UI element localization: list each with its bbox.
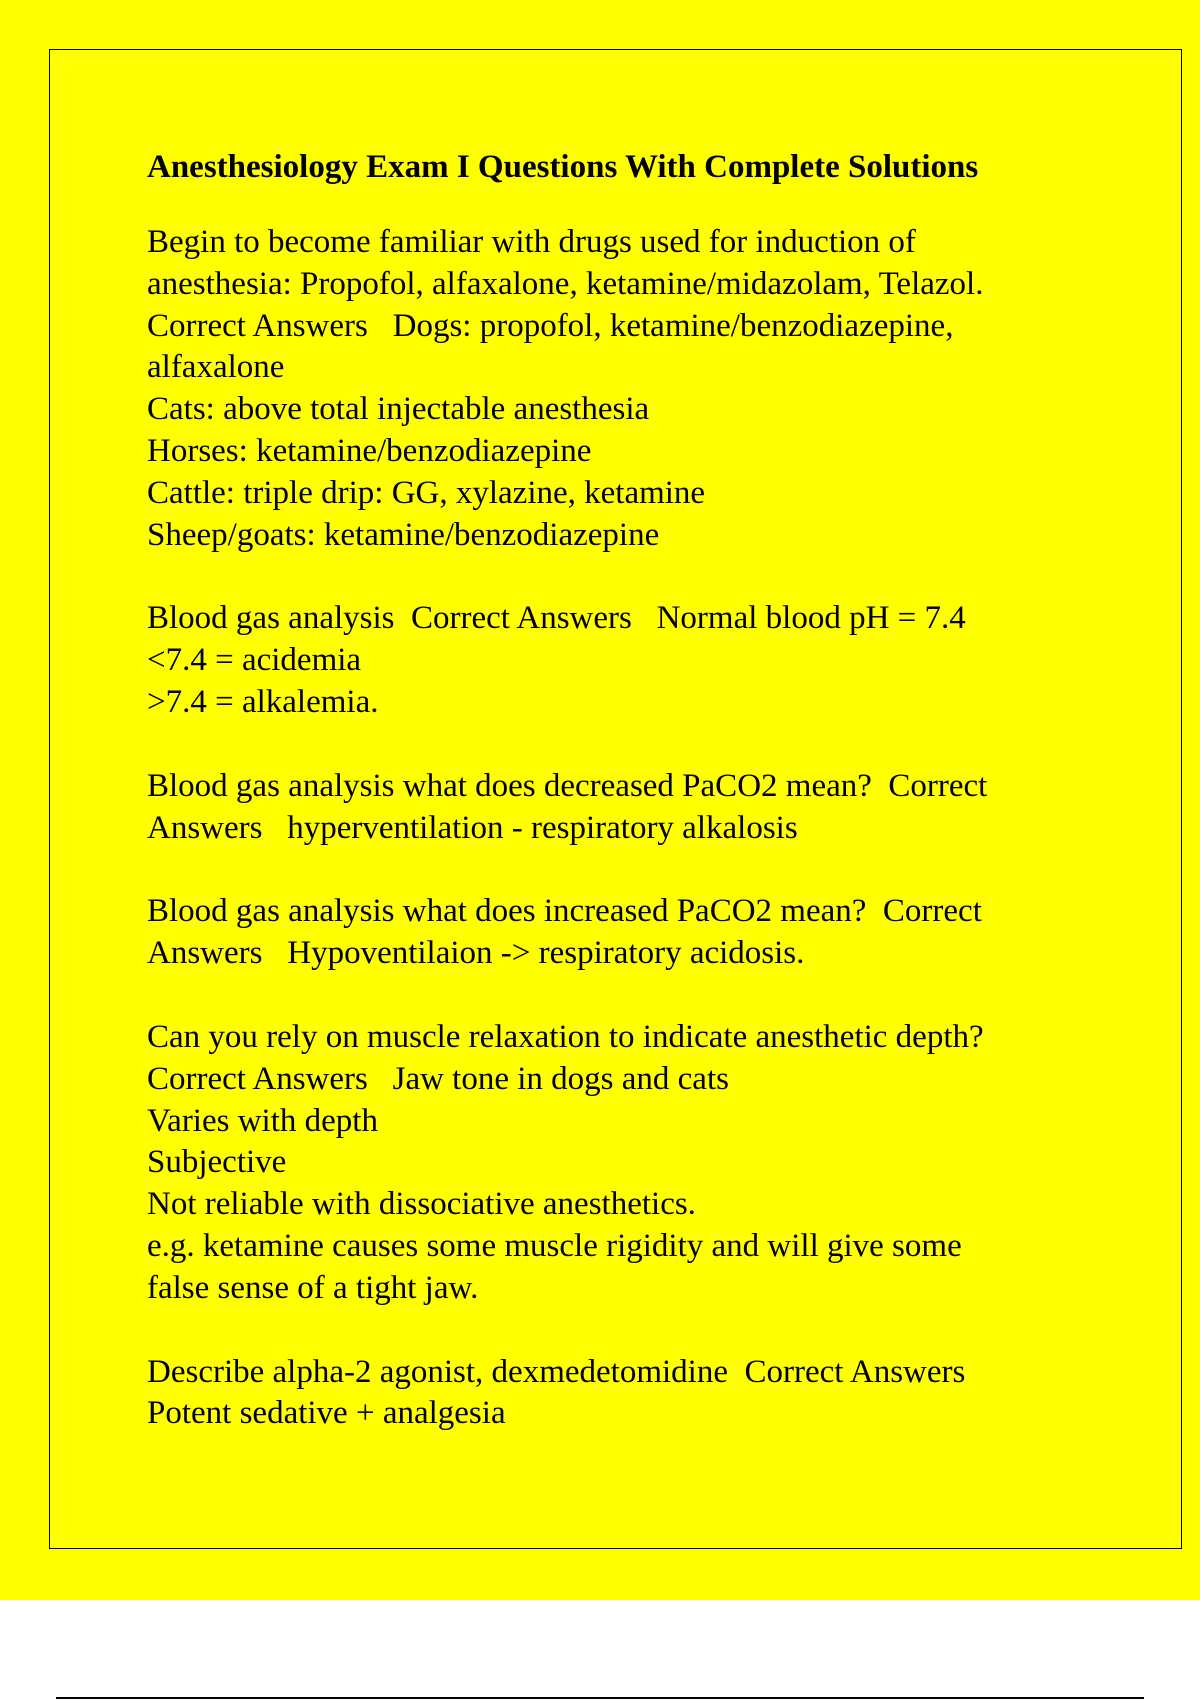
text-line: e.g. ketamine causes some muscle rigidity and will give some bbox=[147, 1227, 962, 1264]
text-line: Not reliable with dissociative anesthetics. bbox=[147, 1186, 696, 1223]
qa-block-muscle-relaxation bbox=[147, 1017, 1107, 1310]
text-line: Cattle: triple drip: GG, xylazine, ketamine bbox=[147, 474, 706, 511]
text-line: Answers Hypoventilaion -> respiratory acidosis. bbox=[147, 935, 805, 972]
text-line: Potent sedative + analgesia bbox=[147, 1395, 506, 1432]
text-line: Describe alpha-2 agonist, dexmedetomidine Correct Answers bbox=[147, 1353, 966, 1390]
text-line: Subjective bbox=[147, 1144, 287, 1181]
qa-block-alpha2-agonist bbox=[147, 1352, 1107, 1436]
qa-block-increased-paco2 bbox=[147, 891, 1107, 975]
text-line: Answers hyperventilation - respiratory alkalosis bbox=[147, 809, 798, 846]
text-line: false sense of a tight jaw. bbox=[147, 1269, 479, 1306]
bottom-divider bbox=[56, 1697, 1144, 1699]
text-line: Blood gas analysis what does decreased PaCO2 mean? Correct bbox=[147, 767, 988, 804]
qa-block-blood-gas-ph bbox=[147, 598, 1107, 723]
document-content bbox=[147, 142, 1107, 1477]
document-title: Anesthesiology Exam I Questions With Complete Solutions bbox=[147, 149, 979, 185]
qa-block-induction-drugs bbox=[147, 222, 1107, 556]
text-line: <7.4 = acidemia bbox=[147, 642, 362, 679]
text-line: Horses: ketamine/benzodiazepine bbox=[147, 432, 592, 469]
text-line: >7.4 = alkalemia. bbox=[147, 683, 379, 720]
text-line: Begin to become familiar with drugs used for induction of bbox=[147, 224, 916, 260]
text-line: Correct Answers Jaw tone in dogs and cats bbox=[147, 1060, 729, 1097]
text-line: Cats: above total injectable anesthesia bbox=[147, 391, 650, 428]
text-line: alfaxalone bbox=[147, 349, 285, 386]
text-line: Sheep/goats: ketamine/benzodiazepine bbox=[147, 516, 660, 553]
qa-block-decreased-paco2 bbox=[147, 766, 1107, 850]
text-line: Correct Answers Dogs: propofol, ketamine/benzodiazepine, bbox=[147, 307, 954, 344]
text-line: Blood gas analysis Correct Answers Normal blood pH = 7.4 bbox=[147, 600, 966, 637]
text-line: Varies with depth bbox=[147, 1102, 378, 1139]
text-line: Can you rely on muscle relaxation to indicate anesthetic depth? bbox=[147, 1018, 984, 1055]
text-line: Blood gas analysis what does increased PaCO2 mean? Correct bbox=[147, 893, 982, 930]
text-line: anesthesia: Propofol, alfaxalone, ketamine/midazolam, Telazol. bbox=[147, 265, 984, 302]
